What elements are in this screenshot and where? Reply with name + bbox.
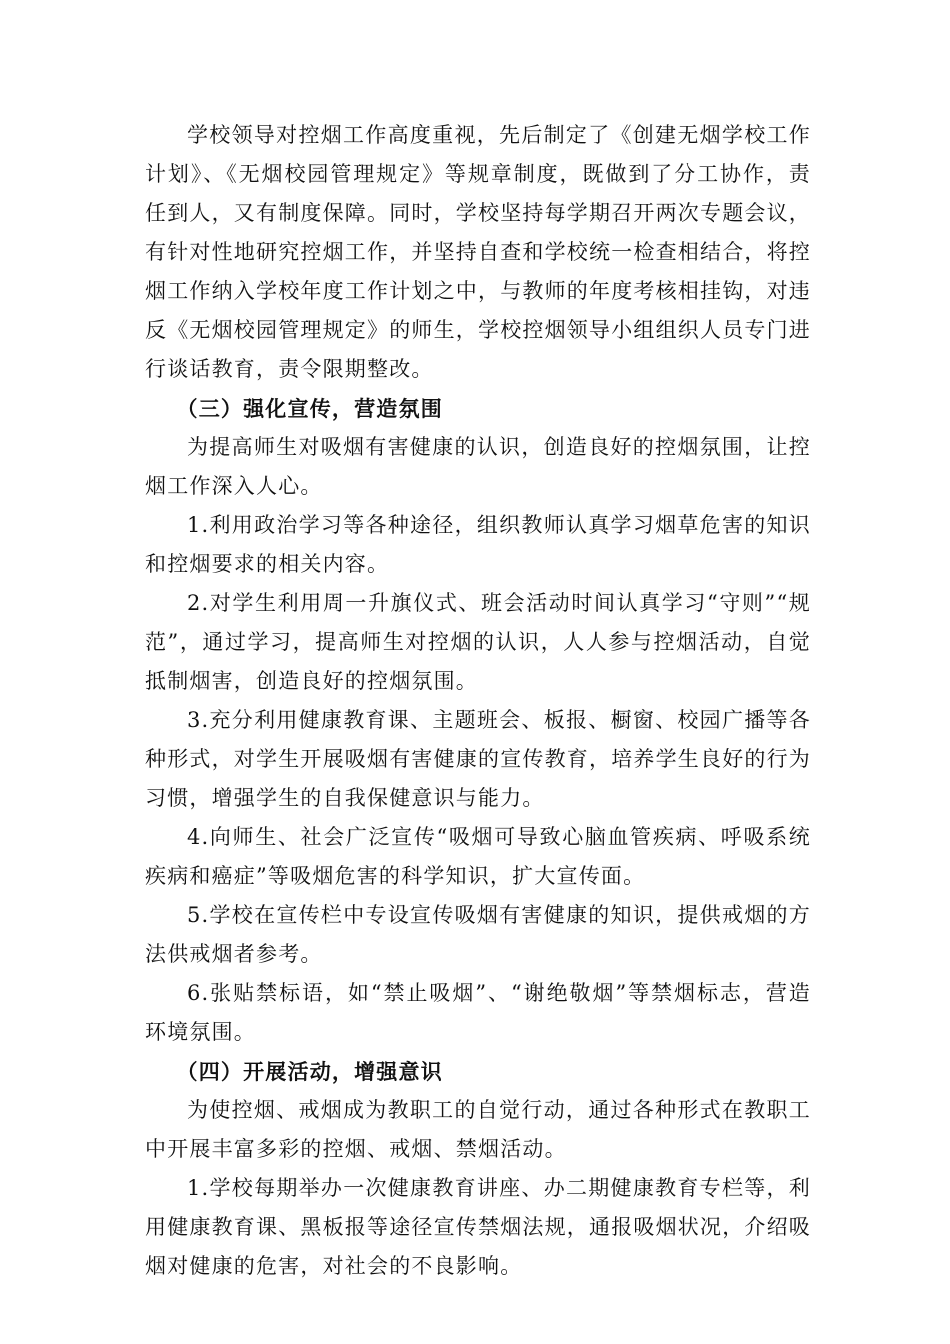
list-item-4-1: 1.学校每期举办一次健康教育讲座、办二期健康教育专栏等，利用健康教育课、黑板报等途径宣传禁烟法规，通报吸烟状况，介绍吸烟对健康的危害，对社会的不良影响。 (145, 1176, 811, 1278)
list-item-3-1: 1.利用政治学习等各种途径，组织教师认真学习烟草危害的知识和控烟要求的相关内容。 (145, 513, 811, 576)
section-heading-4: （四）开展活动，增强意识 (176, 1059, 443, 1084)
document-body (145, 116, 811, 1286)
paragraph-intro-4: 为使控烟、戒烟成为教职工的自觉行动，通过各种形式在教职工中开展丰富多彩的控烟、戒烟、禁烟活动。 (145, 1098, 811, 1161)
list-item-3-5: 5.学校在宣传栏中专设宣传吸烟有害健康的知识，提供戒烟的方法供戒烟者参考。 (145, 903, 811, 966)
list-item-3-6: 6.张贴禁标语，如“禁止吸烟”、“谢绝敬烟”等禁烟标志，营造环境氛围。 (145, 981, 811, 1044)
list-item-3-4: 4.向师生、社会广泛宣传“吸烟可导致心脑血管疾病、呼吸系统疾病和癌症”等吸烟危害的科学知识，扩大宣传面。 (145, 825, 811, 888)
list-item-3-3: 3.充分利用健康教育课、主题班会、板报、橱窗、校园广播等各种形式，对学生开展吸烟有害健康的宣传教育，培养学生良好的行为习惯，增强学生的自我保健意识与能力。 (145, 708, 811, 810)
paragraph-intro-3: 为提高师生对吸烟有害健康的认识，创造良好的控烟氛围，让控烟工作深入人心。 (145, 435, 811, 498)
section-heading-3: （三）强化宣传，营造氛围 (176, 396, 443, 421)
list-item-3-2: 2.对学生利用周一升旗仪式、班会活动时间认真学习“守则”“规范”，通过学习，提高师生对控烟的认识，人人参与控烟活动，自觉抵制烟害，创造良好的控烟氛围。 (145, 591, 811, 693)
paragraph-leadership: 学校领导对控烟工作高度重视，先后制定了《创建无烟学校工作计划》、《无烟校园管理规定》等规章制度，既做到了分工协作，责任到人，又有制度保障。同时，学校坚持每学期召开两次专题会议，有针对性地研究控烟工作，并坚持自查和学校统一检查相结合，将控烟工作纳入学校年度工作计划之中，与教师的年度考核相挂钩，对违反《无烟校园管理规定》的师生，学校控烟领导小组组织人员专门进行谈话教育，责令限期整改。 (145, 123, 811, 381)
